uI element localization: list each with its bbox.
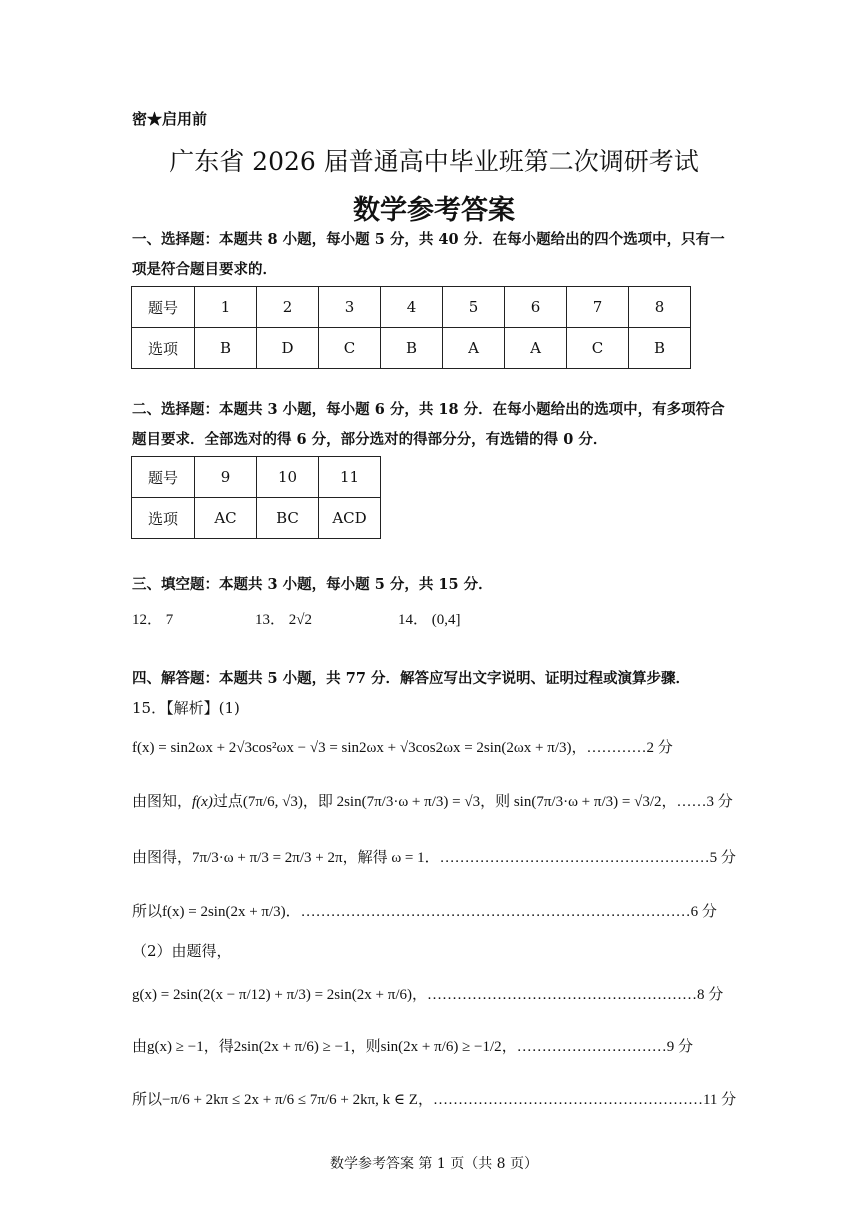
answer-cell: B <box>381 328 443 369</box>
answer-cell: A <box>505 328 567 369</box>
page-footer: 数学参考答案 第 1 页（共 8 页） <box>329 1156 539 1172</box>
answer-cell: A <box>443 328 505 369</box>
q15-label: 15．【解析】(1) <box>132 699 240 717</box>
score-leader: ，………………………………………………11 分 <box>417 1092 737 1108</box>
question-number: 10 <box>257 457 319 498</box>
answer-cell: B <box>629 328 691 369</box>
solution-line-7 <box>132 1088 736 1109</box>
solution-line-2 <box>132 790 733 811</box>
fill-item-13 <box>255 608 312 629</box>
line-prefix: 所以 <box>132 1092 163 1108</box>
math-expression: −π/6 + 2kπ ≤ 2x + π/6 ≤ 7π/6 + 2kπ, k ∈ Z <box>162 1092 418 1108</box>
math-expression: (7π/6, √3) <box>242 794 303 810</box>
score-leader: ，……3 分 <box>661 794 733 810</box>
question-number: 4 <box>381 287 443 328</box>
math-expression: 7π/3·ω + π/3 = 2π/3 + 2π <box>192 850 343 866</box>
row-label: 选项 <box>132 498 195 539</box>
section2-answer-table <box>131 456 381 539</box>
question-number: 11 <box>319 457 381 498</box>
section1-heading-line2: 项是符合题目要求的． <box>132 261 277 278</box>
item-answer: (0,4] <box>431 612 461 628</box>
exam-title: 广东省 2026 届普通高中毕业班第二次调研考试 <box>169 147 699 176</box>
item-number: 12． <box>132 612 163 628</box>
section2-heading-line1: 二、选择题：本题共 3 小题，每小题 6 分，共 18 分．在每小题给出的选项中，有多项符合 <box>132 401 725 418</box>
math-expression: 2sin(2x + π/6) ≥ −1 <box>233 1039 351 1055</box>
score-leader: ………………………………………………5 分 <box>439 850 736 866</box>
math-expression: ，则 sin(7π/3·ω + π/3) = √3/2 <box>480 794 662 810</box>
table-row <box>132 328 691 369</box>
solution-line-1 <box>132 736 673 757</box>
question-number: 6 <box>505 287 567 328</box>
question-number: 2 <box>257 287 319 328</box>
item-number: 14． <box>398 612 429 628</box>
math-expression: f(x) = sin2ωx + 2√3cos²ωx − √3 = sin2ωx + √3cos2ωx = 2sin(2ωx + π/3) <box>132 740 572 756</box>
score-leader: ，…………2 分 <box>571 740 673 756</box>
answer-cell: D <box>257 328 319 369</box>
section1-answer-table <box>131 286 691 369</box>
document-subtitle: 数学参考答案 <box>353 195 515 226</box>
line-text: 过点 <box>212 794 243 810</box>
answer-cell: AC <box>195 498 257 539</box>
confidential-mark: 密★启用前 <box>132 110 208 128</box>
question-number: 5 <box>443 287 505 328</box>
line-text: ，得 <box>203 1039 234 1055</box>
solution-line-5 <box>132 983 723 1004</box>
table-row <box>132 498 381 539</box>
line-prefix: 所以 <box>132 904 163 920</box>
question-number: 3 <box>319 287 381 328</box>
line-text: ，解得 ω = 1． <box>342 850 440 866</box>
row-label: 题号 <box>132 457 195 498</box>
part2-label: （2）由题得， <box>132 942 232 960</box>
score-leader: ，………………………………………………8 分 <box>412 987 724 1003</box>
section4-heading: 四、解答题：本题共 5 小题，共 77 分．解答应写出文字说明、证明过程或演算步骤． <box>132 670 690 687</box>
answer-cell: C <box>567 328 629 369</box>
line-prefix: 由 <box>132 1039 148 1055</box>
table-row <box>132 287 691 328</box>
item-answer: 2√2 <box>288 612 312 628</box>
item-answer: 7 <box>165 612 174 628</box>
math-expression: g(x) ≥ −1 <box>147 1039 204 1055</box>
score-leader: ．……………………………………………………………………6 分 <box>285 904 717 920</box>
fill-item-12 <box>132 608 173 629</box>
solution-line-6 <box>132 1035 693 1056</box>
fill-item-14 <box>398 608 461 629</box>
math-expression: f(x) <box>192 794 213 810</box>
math-expression: g(x) = 2sin(2(x − π/12) + π/3) = 2sin(2x + π/6) <box>132 987 412 1003</box>
answer-cell: B <box>195 328 257 369</box>
math-expression: sin(2x + π/6) ≥ −1/2 <box>380 1039 502 1055</box>
line-prefix: 由图知， <box>132 794 193 810</box>
section1-heading-line1: 一、选择题：本题共 8 小题，每小题 5 分，共 40 分．在每小题给出的四个选项中，只有一 <box>132 231 725 248</box>
line-prefix: 由图得， <box>132 850 193 866</box>
question-number: 7 <box>567 287 629 328</box>
solution-line-4 <box>132 900 717 921</box>
question-number: 8 <box>629 287 691 328</box>
math-expression: ，即 2sin(7π/3·ω + π/3) = √3 <box>302 794 481 810</box>
row-label: 选项 <box>132 328 195 369</box>
answer-cell: BC <box>257 498 319 539</box>
answer-cell: C <box>319 328 381 369</box>
line-text: ，则 <box>350 1039 381 1055</box>
table-row <box>132 457 381 498</box>
question-number: 1 <box>195 287 257 328</box>
math-expression: f(x) = 2sin(2x + π/3) <box>162 904 286 920</box>
row-label: 题号 <box>132 287 195 328</box>
question-number: 9 <box>195 457 257 498</box>
solution-line-3 <box>132 846 736 867</box>
section2-heading-line2: 题目要求．全部选对的得 6 分，部分选对的得部分分，有选错的得 0 分． <box>132 431 608 448</box>
score-leader: ，…………………………9 分 <box>501 1039 693 1055</box>
answer-cell: ACD <box>319 498 381 539</box>
item-number: 13． <box>255 612 286 628</box>
section3-heading: 三、填空题：本题共 3 小题，每小题 5 分，共 15 分． <box>132 576 493 593</box>
